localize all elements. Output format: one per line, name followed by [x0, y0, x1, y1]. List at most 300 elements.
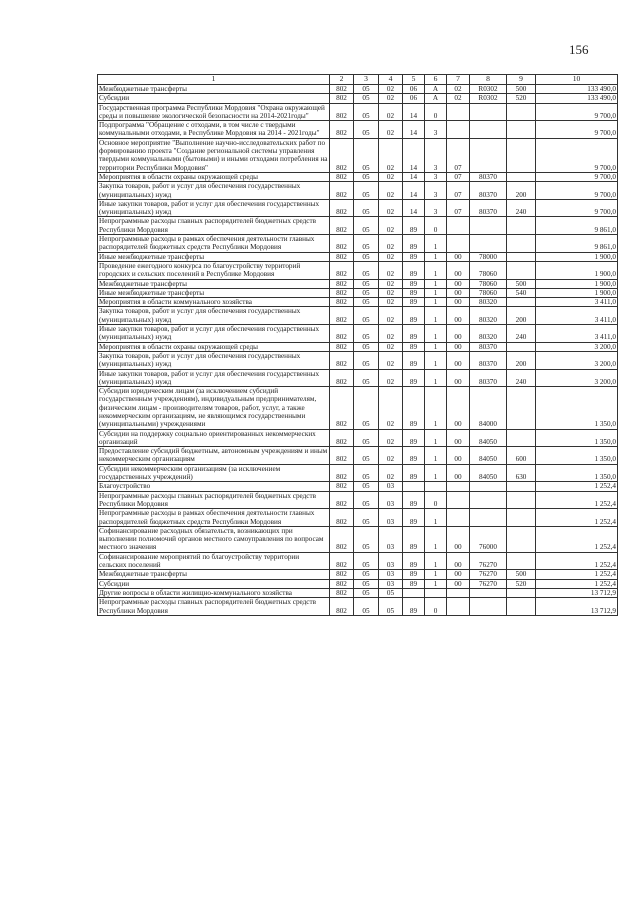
subprogram-cell: 06	[403, 85, 425, 94]
expense-code-cell	[470, 588, 507, 597]
program-cell: 03	[379, 570, 403, 579]
item-name-cell: Субсидии юридическим лицам (за исключением субсидий государственным учреждениям), индивидуальным предпринимателям, физическим лицам - производителям товаров, работ, услуг, а также некоммерческим организациям, не являющимся государственными (муниципальными) учреждениями	[98, 387, 330, 429]
subsection-cell: 05	[354, 94, 379, 103]
event-cell: 07	[447, 138, 470, 172]
expense-code-cell: 80370	[470, 172, 507, 181]
section-cell: 802	[330, 103, 354, 121]
amount-cell: 1 252,4	[536, 509, 618, 527]
table-row	[98, 482, 618, 491]
direction-cell: 1	[425, 279, 447, 288]
program-cell: 02	[379, 369, 403, 387]
event-cell: 00	[447, 570, 470, 579]
event-cell: 07	[447, 172, 470, 181]
expense-code-cell	[470, 482, 507, 491]
program-cell: 05	[379, 588, 403, 597]
expense-type-cell	[507, 121, 536, 139]
direction-cell: 1	[425, 288, 447, 297]
event-cell: 00	[447, 526, 470, 552]
expense-code-cell: 84050	[470, 464, 507, 482]
subprogram-cell: 14	[403, 103, 425, 121]
table-header	[98, 75, 618, 85]
table-row	[98, 199, 618, 217]
table-row	[98, 579, 618, 588]
event-cell: 00	[447, 447, 470, 465]
direction-cell: 0	[425, 598, 447, 616]
direction-cell: 3	[425, 199, 447, 217]
section-cell: 802	[330, 464, 354, 482]
expense-code-cell: 84000	[470, 387, 507, 429]
event-cell: 07	[447, 199, 470, 217]
amount-cell: 1 252,4	[536, 482, 618, 491]
amount-cell: 1 900,0	[536, 279, 618, 288]
program-cell: 03	[379, 491, 403, 509]
event-cell	[447, 598, 470, 616]
subsection-cell: 05	[354, 217, 379, 235]
header-cell: 7	[447, 75, 470, 85]
item-name-cell: Софинансирование мероприятий по благоустройству территории сельских поселений	[98, 552, 330, 570]
header-cell: 5	[403, 75, 425, 85]
direction-cell: 1	[425, 447, 447, 465]
amount-cell: 1 252,4	[536, 526, 618, 552]
section-cell: 802	[330, 598, 354, 616]
expense-type-cell	[507, 103, 536, 121]
budget-table	[97, 74, 618, 616]
expense-type-cell: 630	[507, 464, 536, 482]
expense-type-cell	[507, 298, 536, 307]
subprogram-cell: 89	[403, 217, 425, 235]
section-cell: 802	[330, 552, 354, 570]
section-cell: 802	[330, 85, 354, 94]
section-cell: 802	[330, 509, 354, 527]
item-name-cell: Иные закупки товаров, работ и услуг для обеспечения государственных (муниципальных) нужд	[98, 199, 330, 217]
subprogram-cell: 14	[403, 199, 425, 217]
table-row	[98, 491, 618, 509]
table-row	[98, 351, 618, 369]
item-name-cell: Мероприятия в области охраны окружающей среды	[98, 342, 330, 351]
header-row	[98, 75, 618, 85]
table-row	[98, 588, 618, 597]
subsection-cell: 05	[354, 325, 379, 343]
expense-code-cell: 78000	[470, 252, 507, 261]
expense-code-cell: 80370	[470, 199, 507, 217]
table-body	[98, 85, 618, 616]
expense-type-cell: 200	[507, 307, 536, 325]
table-row	[98, 447, 618, 465]
subsection-cell: 05	[354, 464, 379, 482]
amount-cell: 3 411,0	[536, 298, 618, 307]
subsection-cell: 05	[354, 482, 379, 491]
table-row	[98, 172, 618, 181]
section-cell: 802	[330, 579, 354, 588]
header-cell: 6	[425, 75, 447, 85]
subsection-cell: 05	[354, 121, 379, 139]
subprogram-cell: 89	[403, 579, 425, 588]
expense-code-cell: 76000	[470, 526, 507, 552]
section-cell: 802	[330, 199, 354, 217]
amount-cell: 13 712,9	[536, 588, 618, 597]
subprogram-cell: 89	[403, 325, 425, 343]
section-cell: 802	[330, 491, 354, 509]
program-cell: 02	[379, 279, 403, 288]
section-cell: 802	[330, 235, 354, 253]
expense-type-cell	[507, 387, 536, 429]
subsection-cell: 05	[354, 588, 379, 597]
subsection-cell: 05	[354, 182, 379, 200]
direction-cell: А	[425, 85, 447, 94]
subsection-cell: 05	[354, 509, 379, 527]
header-cell: 3	[354, 75, 379, 85]
program-cell: 03	[379, 509, 403, 527]
expense-code-cell: 78060	[470, 288, 507, 297]
expense-code-cell: 80370	[470, 342, 507, 351]
item-name-cell: Непрограммные расходы в рамках обеспечения деятельности главных распорядителей бюджетных средств Республики Мордовия	[98, 509, 330, 527]
event-cell: 00	[447, 552, 470, 570]
expense-code-cell: 78060	[470, 261, 507, 279]
event-cell: 00	[447, 307, 470, 325]
expense-code-cell: 76270	[470, 579, 507, 588]
expense-type-cell	[507, 138, 536, 172]
item-name-cell: Межбюджетные трансферты	[98, 85, 330, 94]
subsection-cell: 05	[354, 298, 379, 307]
section-cell: 802	[330, 261, 354, 279]
amount-cell: 3 200,0	[536, 351, 618, 369]
expense-code-cell: 80370	[470, 182, 507, 200]
table-row	[98, 464, 618, 482]
direction-cell: 3	[425, 172, 447, 181]
program-cell: 02	[379, 182, 403, 200]
subprogram-cell: 89	[403, 387, 425, 429]
event-cell	[447, 121, 470, 139]
program-cell: 02	[379, 429, 403, 447]
subprogram-cell: 89	[403, 429, 425, 447]
program-cell: 02	[379, 351, 403, 369]
direction-cell: 1	[425, 429, 447, 447]
subprogram-cell: 89	[403, 369, 425, 387]
header-cell: 8	[470, 75, 507, 85]
item-name-cell: Государственная программа Республики Мордовия "Охрана окружающей среды и повышение экологической безопасности на 2014-2021годы"	[98, 103, 330, 121]
event-cell	[447, 103, 470, 121]
expense-code-cell	[470, 235, 507, 253]
section-cell: 802	[330, 298, 354, 307]
subprogram-cell: 14	[403, 121, 425, 139]
event-cell	[447, 509, 470, 527]
expense-type-cell: 500	[507, 85, 536, 94]
program-cell: 02	[379, 85, 403, 94]
program-cell: 02	[379, 252, 403, 261]
expense-type-cell: 500	[507, 279, 536, 288]
header-cell: 2	[330, 75, 354, 85]
program-cell: 02	[379, 235, 403, 253]
subsection-cell: 05	[354, 579, 379, 588]
event-cell: 00	[447, 387, 470, 429]
item-name-cell: Субсидии на поддержку социально ориентированных некоммерческих организаций	[98, 429, 330, 447]
amount-cell: 1 252,4	[536, 570, 618, 579]
table-row	[98, 325, 618, 343]
expense-type-cell	[507, 482, 536, 491]
item-name-cell: Благоустройство	[98, 482, 330, 491]
amount-cell: 1 252,4	[536, 552, 618, 570]
header-cell: 4	[379, 75, 403, 85]
amount-cell: 9 861,0	[536, 235, 618, 253]
program-cell: 02	[379, 464, 403, 482]
direction-cell: 1	[425, 252, 447, 261]
expense-type-cell: 500	[507, 570, 536, 579]
section-cell: 802	[330, 369, 354, 387]
amount-cell: 3 200,0	[536, 342, 618, 351]
program-cell: 02	[379, 387, 403, 429]
expense-type-cell: 540	[507, 288, 536, 297]
expense-type-cell	[507, 491, 536, 509]
subprogram-cell: 89	[403, 235, 425, 253]
subprogram-cell: 89	[403, 342, 425, 351]
subsection-cell: 05	[354, 288, 379, 297]
amount-cell: 9 700,0	[536, 172, 618, 181]
program-cell: 02	[379, 121, 403, 139]
amount-cell: 9 700,0	[536, 103, 618, 121]
event-cell	[447, 491, 470, 509]
expense-code-cell	[470, 138, 507, 172]
table-row	[98, 288, 618, 297]
table-row	[98, 387, 618, 429]
section-cell: 802	[330, 182, 354, 200]
section-cell: 802	[330, 588, 354, 597]
event-cell: 00	[447, 579, 470, 588]
subsection-cell: 05	[354, 307, 379, 325]
expense-type-cell: 520	[507, 579, 536, 588]
amount-cell: 133 490,0	[536, 85, 618, 94]
subprogram-cell: 89	[403, 351, 425, 369]
expense-type-cell	[507, 252, 536, 261]
subsection-cell: 05	[354, 138, 379, 172]
table-row	[98, 217, 618, 235]
table-row	[98, 138, 618, 172]
section-cell: 802	[330, 570, 354, 579]
item-name-cell: Подпрограмма "Обращение с отходами, в том числе с твердыми коммунальными отходами, в Республике Мордовия на 2014 - 2021годы"	[98, 121, 330, 139]
direction-cell: 1	[425, 509, 447, 527]
table-row	[98, 261, 618, 279]
expense-code-cell	[470, 509, 507, 527]
subprogram-cell: 89	[403, 252, 425, 261]
event-cell: 00	[447, 342, 470, 351]
amount-cell: 9 700,0	[536, 138, 618, 172]
subprogram-cell	[403, 588, 425, 597]
item-name-cell: Непрограммные расходы главных распорядителей бюджетных средств Республики Мордовия	[98, 598, 330, 616]
direction-cell: 1	[425, 570, 447, 579]
item-name-cell: Непрограммные расходы главных распорядителей бюджетных средств Республики Мордовия	[98, 491, 330, 509]
amount-cell: 133 490,0	[536, 94, 618, 103]
direction-cell: А	[425, 94, 447, 103]
amount-cell: 1 900,0	[536, 261, 618, 279]
subsection-cell: 05	[354, 570, 379, 579]
event-cell: 02	[447, 85, 470, 94]
table-row	[98, 429, 618, 447]
item-name-cell: Субсидии	[98, 94, 330, 103]
subsection-cell: 05	[354, 552, 379, 570]
subprogram-cell	[403, 482, 425, 491]
subsection-cell: 05	[354, 279, 379, 288]
subsection-cell: 05	[354, 491, 379, 509]
program-cell: 02	[379, 325, 403, 343]
expense-type-cell: 240	[507, 199, 536, 217]
subprogram-cell: 89	[403, 552, 425, 570]
direction-cell: 1	[425, 369, 447, 387]
section-cell: 802	[330, 526, 354, 552]
expense-code-cell	[470, 217, 507, 235]
program-cell: 02	[379, 342, 403, 351]
event-cell: 00	[447, 429, 470, 447]
program-cell: 02	[379, 298, 403, 307]
item-name-cell: Предоставление субсидий бюджетным, автономным учреждениям и иным некоммерческим организациям	[98, 447, 330, 465]
subsection-cell: 05	[354, 261, 379, 279]
expense-code-cell	[470, 103, 507, 121]
table-row	[98, 369, 618, 387]
section-cell: 802	[330, 121, 354, 139]
amount-cell: 1 252,4	[536, 491, 618, 509]
event-cell: 00	[447, 261, 470, 279]
section-cell: 802	[330, 447, 354, 465]
expense-type-cell	[507, 429, 536, 447]
table-row	[98, 279, 618, 288]
expense-code-cell: 78060	[470, 279, 507, 288]
expense-type-cell	[507, 261, 536, 279]
expense-code-cell: 80320	[470, 325, 507, 343]
table-row	[98, 307, 618, 325]
expense-type-cell: 200	[507, 182, 536, 200]
item-name-cell: Софинансирование расходных обязательств, возникающих при выполнении полномочий органов местного самоуправления по вопросам местного значения	[98, 526, 330, 552]
subprogram-cell: 89	[403, 307, 425, 325]
expense-type-cell: 200	[507, 351, 536, 369]
subsection-cell: 05	[354, 342, 379, 351]
expense-type-cell: 240	[507, 325, 536, 343]
direction-cell: 1	[425, 261, 447, 279]
program-cell: 02	[379, 94, 403, 103]
event-cell	[447, 588, 470, 597]
subsection-cell: 05	[354, 351, 379, 369]
section-cell: 802	[330, 252, 354, 261]
subsection-cell: 05	[354, 447, 379, 465]
expense-type-cell	[507, 509, 536, 527]
table-row	[98, 182, 618, 200]
subprogram-cell: 14	[403, 172, 425, 181]
item-name-cell: Субсидии некоммерческим организациям (за исключением государственных учреждений)	[98, 464, 330, 482]
subsection-cell: 05	[354, 199, 379, 217]
program-cell: 05	[379, 598, 403, 616]
subprogram-cell: 89	[403, 261, 425, 279]
expense-type-cell: 520	[507, 94, 536, 103]
subprogram-cell: 14	[403, 138, 425, 172]
subsection-cell: 05	[354, 598, 379, 616]
item-name-cell: Закупка товаров, работ и услуг для обеспечения государственных (муниципальных) нужд	[98, 182, 330, 200]
section-cell: 802	[330, 172, 354, 181]
direction-cell: 3	[425, 182, 447, 200]
direction-cell: 1	[425, 351, 447, 369]
subprogram-cell: 89	[403, 279, 425, 288]
direction-cell: 0	[425, 491, 447, 509]
section-cell: 802	[330, 138, 354, 172]
event-cell: 07	[447, 182, 470, 200]
subprogram-cell: 89	[403, 298, 425, 307]
subprogram-cell: 89	[403, 491, 425, 509]
amount-cell: 1 350,0	[536, 464, 618, 482]
subsection-cell: 05	[354, 526, 379, 552]
event-cell: 00	[447, 298, 470, 307]
section-cell: 802	[330, 482, 354, 491]
section-cell: 802	[330, 307, 354, 325]
item-name-cell: Мероприятия в области охраны окружающей среды	[98, 172, 330, 181]
direction-cell	[425, 588, 447, 597]
page-number: 156	[569, 42, 589, 57]
expense-code-cell	[470, 491, 507, 509]
item-name-cell: Межбюджетные трансферты	[98, 570, 330, 579]
table-row	[98, 94, 618, 103]
table-row	[98, 298, 618, 307]
header-cell: 1	[98, 75, 330, 85]
subprogram-cell: 89	[403, 288, 425, 297]
program-cell: 02	[379, 447, 403, 465]
item-name-cell: Мероприятия в области коммунального хозяйства	[98, 298, 330, 307]
subprogram-cell: 89	[403, 526, 425, 552]
section-cell: 802	[330, 325, 354, 343]
program-cell: 02	[379, 307, 403, 325]
table-row	[98, 85, 618, 94]
expense-type-cell	[507, 552, 536, 570]
expense-code-cell	[470, 121, 507, 139]
expense-type-cell	[507, 342, 536, 351]
expense-code-cell: 84050	[470, 447, 507, 465]
item-name-cell: Основное мероприятие "Выполнение научно-исследовательских работ по формированию проекта "Создание региональной системы управления твердыми коммунальными (бытовыми) и иными отходами потребления на территории Республики Мордовия"	[98, 138, 330, 172]
direction-cell: 3	[425, 121, 447, 139]
amount-cell: 3 411,0	[536, 325, 618, 343]
direction-cell: 1	[425, 298, 447, 307]
item-name-cell: Непрограммные расходы главных распорядителей бюджетных средств Республики Мордовия	[98, 217, 330, 235]
subsection-cell: 05	[354, 429, 379, 447]
amount-cell: 1 350,0	[536, 447, 618, 465]
event-cell	[447, 217, 470, 235]
event-cell: 00	[447, 325, 470, 343]
table-row	[98, 252, 618, 261]
table-row	[98, 526, 618, 552]
direction-cell: 0	[425, 217, 447, 235]
program-cell: 03	[379, 579, 403, 588]
direction-cell	[425, 482, 447, 491]
subprogram-cell: 89	[403, 509, 425, 527]
expense-code-cell: R0302	[470, 94, 507, 103]
expense-type-cell	[507, 235, 536, 253]
direction-cell: 1	[425, 342, 447, 351]
subsection-cell: 05	[354, 103, 379, 121]
amount-cell: 3 200,0	[536, 369, 618, 387]
header-cell: 9	[507, 75, 536, 85]
expense-code-cell	[470, 598, 507, 616]
program-cell: 02	[379, 261, 403, 279]
direction-cell: 3	[425, 138, 447, 172]
subsection-cell: 05	[354, 235, 379, 253]
header-cell: 10	[536, 75, 618, 85]
program-cell: 02	[379, 103, 403, 121]
item-name-cell: Иные закупки товаров, работ и услуг для обеспечения государственных (муниципальных) нужд	[98, 369, 330, 387]
amount-cell: 1 900,0	[536, 288, 618, 297]
expense-type-cell: 240	[507, 369, 536, 387]
section-cell: 802	[330, 288, 354, 297]
item-name-cell: Иные межбюджетные трансферты	[98, 288, 330, 297]
section-cell: 802	[330, 342, 354, 351]
expense-code-cell: 84050	[470, 429, 507, 447]
expense-type-cell	[507, 526, 536, 552]
direction-cell: 1	[425, 325, 447, 343]
direction-cell: 1	[425, 235, 447, 253]
event-cell: 00	[447, 288, 470, 297]
item-name-cell: Иные закупки товаров, работ и услуг для обеспечения государственных (муниципальных) нужд	[98, 325, 330, 343]
